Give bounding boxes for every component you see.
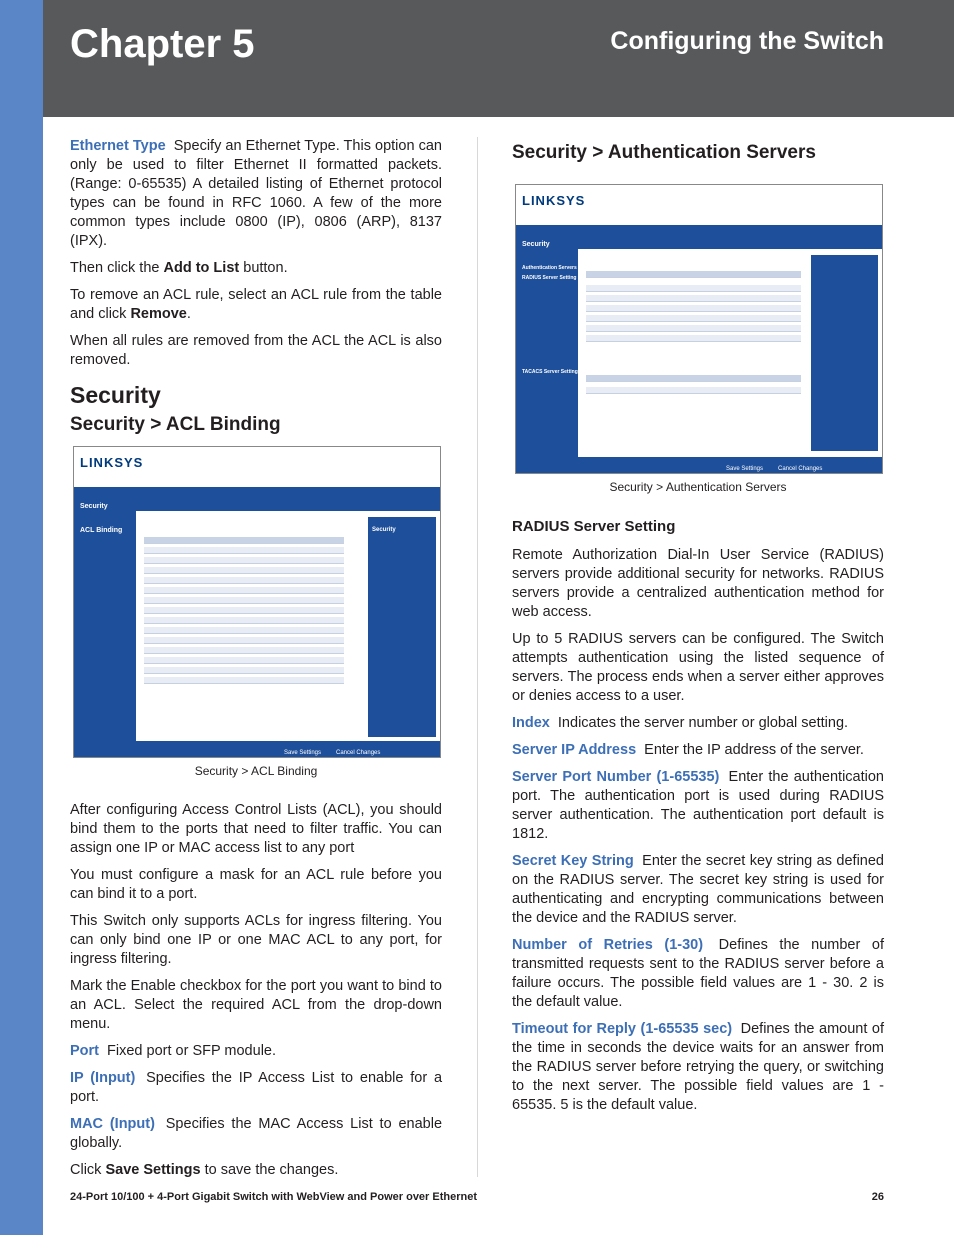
- help-title: Security: [372, 527, 396, 533]
- retries-text: Defines the number of transmitted requests sent to the RADIUS server before a failure occurs. The possible field values are 1 - 30. 2 is the default value.: [512, 937, 885, 1010]
- ethernet-type-paragraph: [70, 137, 442, 251]
- section-title: Configuring the Switch: [610, 27, 884, 55]
- table-row: [144, 657, 344, 664]
- term-mac-input: MAC (Input): [70, 1116, 155, 1132]
- table-row: [586, 325, 801, 332]
- term-index: Index: [512, 715, 550, 731]
- term-retries: Number of Retries (1-30): [512, 937, 704, 953]
- nav-acl-binding-label: ACL Binding: [80, 527, 123, 534]
- right-column: [512, 137, 884, 1123]
- auth-servers-caption: Security > Authentication Servers: [609, 480, 787, 494]
- remove-paragraph: [70, 286, 442, 324]
- all-removed-paragraph: When all rules are removed from the ACL the ACL is also removed.: [70, 333, 442, 368]
- mac-input-paragraph: [70, 1115, 442, 1153]
- table-row: [144, 637, 344, 644]
- server-ip-paragraph: [512, 741, 884, 760]
- help-panel: [811, 255, 878, 451]
- timeout-text: Defines the amount of the time in seconds the device waits for an answer from the RADIUS server before retrying the query, or switching to the next server. The possible field values are 1 - 65535. 5 is the default value.: [512, 1021, 884, 1113]
- table-row: [144, 617, 344, 624]
- acl-binding-caption: Security > ACL Binding: [194, 764, 318, 778]
- term-port: Port: [70, 1043, 99, 1059]
- screenshot-bottombar: [74, 741, 440, 757]
- acl-paragraph-1: After configuring Access Control Lists (ACL), you should bind them to the ports that need to filter traffic. You can assign one IP or MAC access list to any port: [70, 802, 442, 856]
- ip-input-paragraph: [70, 1069, 442, 1107]
- remove-pre: To remove an ACL rule, select an ACL rule from the table and click: [70, 287, 442, 322]
- cancel-changes-button[interactable]: Cancel Changes: [336, 750, 381, 756]
- acl-paragraph-4: Mark the Enable checkbox for the port you want to bind to an ACL. Select the required ACL from the drop-down menu.: [70, 978, 442, 1032]
- radius-table-panel: [582, 255, 808, 451]
- chapter-title: Chapter 5: [70, 22, 255, 66]
- cancel-changes-button[interactable]: Cancel Changes: [778, 466, 823, 472]
- save-settings-button[interactable]: Save Settings: [284, 750, 322, 756]
- table-header-row: [586, 271, 801, 278]
- click-add-pre: Then click the: [70, 260, 160, 276]
- remove-label: Remove: [130, 306, 187, 322]
- index-text: Indicates the server number or global setting.: [557, 715, 849, 731]
- term-ethernet-type: Ethernet Type: [70, 138, 166, 154]
- index-paragraph: [512, 714, 884, 733]
- nav-security-label: Security: [80, 503, 108, 510]
- ethernet-type-text: Specify an Ethernet Type. This option can only be used to filter Ethernet II formatted packets. (Range: 0-65535) A detailed listing of Ethernet protocol types can be found in RFC 1060. A few of the more common types include 0800 (IP), 0806 (ARP), 8137 (IPX).: [70, 138, 442, 249]
- table-row: [144, 547, 344, 554]
- port-text: Fixed port or SFP module.: [107, 1043, 277, 1059]
- table-row: [144, 597, 344, 604]
- radius-paragraph-1: Remote Authorization Dial-In User Service (RADIUS) servers provide additional security for networks. RADIUS servers provide a centralized authentication method for web access.: [512, 547, 884, 620]
- acl-paragraph-3: This Switch only supports ACLs for ingress filtering. You can only bind one IP or one MAC ACL to any port, for ingress filtering.: [70, 913, 442, 967]
- click-add-post: button.: [243, 260, 288, 276]
- left-column: [70, 137, 442, 1188]
- timeout-paragraph: [512, 1020, 884, 1115]
- server-ip-text: Enter the IP address of the server.: [644, 742, 864, 758]
- table-row: [144, 567, 344, 574]
- table-row: [144, 667, 344, 674]
- save-settings-label: Save Settings: [105, 1162, 201, 1178]
- secret-key-paragraph: [512, 852, 884, 928]
- port-paragraph: [70, 1042, 442, 1061]
- table-row: [144, 647, 344, 654]
- table-row: [144, 677, 344, 684]
- term-server-port: Server Port Number (1-65535): [512, 769, 720, 785]
- term-server-ip: Server IP Address: [512, 742, 637, 758]
- table-row: [586, 305, 801, 312]
- left-color-bar: [0, 0, 43, 1235]
- table-row: [144, 587, 344, 594]
- acl-binding-heading: Security > ACL Binding: [70, 414, 281, 435]
- table-row: [586, 315, 801, 322]
- screenshot-bottombar: [516, 457, 882, 473]
- server-port-paragraph: [512, 768, 884, 844]
- help-panel: [368, 517, 436, 737]
- term-secret-key: Secret Key String: [512, 853, 634, 869]
- table-row: [144, 577, 344, 584]
- remove-post: .: [186, 306, 191, 322]
- table-row: [144, 557, 344, 564]
- acl-table-panel: [140, 517, 365, 737]
- retries-paragraph: [512, 936, 884, 1012]
- click-add-paragraph: [70, 259, 442, 278]
- table-row: [144, 607, 344, 614]
- table-row: [144, 627, 344, 634]
- footer-product-name: 24-Port 10/100 + 4-Port Gigabit Switch with WebView and Power over Ethernet: [70, 1191, 478, 1203]
- acl-paragraph-2: You must configure a mask for an ACL rule before you can bind it to a port.: [70, 867, 442, 902]
- screenshot-topbar: [74, 447, 440, 487]
- click-save-post: to save the changes.: [204, 1162, 339, 1178]
- ip-input-text: Specifies the IP Access List to enable for a port.: [70, 1070, 443, 1105]
- term-ip-input: IP (Input): [70, 1070, 136, 1086]
- secret-key-text: Enter the secret key string as defined on the RADIUS server. The secret key string is used for authenticating and encrypting communications between the device and the RADIUS server.: [512, 853, 884, 926]
- security-heading: Security: [70, 382, 161, 408]
- table-row: [586, 285, 801, 292]
- table-header-row: [144, 537, 344, 544]
- linksys-logo: LINKSYS: [522, 193, 586, 208]
- screenshot-topbar: [516, 185, 882, 225]
- save-settings-button[interactable]: Save Settings: [726, 466, 764, 472]
- radius-paragraph-2: Up to 5 RADIUS servers can be configured. The Switch attempts authentication using the listed sequence of servers. The process ends when a server either approves or denies access to a user.: [512, 631, 884, 704]
- mac-input-text: Specifies the MAC Access List to enable globally.: [70, 1116, 443, 1151]
- auth-servers-screenshot: [515, 184, 883, 474]
- auth-servers-heading: Security > Authentication Servers: [512, 142, 816, 163]
- screenshot-leftnav: [516, 225, 578, 473]
- nav-radius-label: RADIUS Server Setting: [522, 275, 577, 281]
- table-row: [586, 295, 801, 302]
- screenshot-leftnav: [74, 487, 136, 757]
- column-divider: [477, 137, 478, 1177]
- table-row: [586, 387, 801, 394]
- add-to-list-label: Add to List: [163, 260, 240, 276]
- nav-tacacs-label: TACACS Server Setting: [522, 369, 578, 375]
- term-timeout: Timeout for Reply (1-65535 sec): [512, 1021, 733, 1037]
- table-row: [586, 335, 801, 342]
- nav-auth-label: Authentication Servers: [522, 265, 577, 271]
- page-number: 26: [871, 1191, 884, 1203]
- click-save-paragraph: [70, 1161, 442, 1180]
- acl-binding-screenshot: [73, 446, 441, 758]
- radius-setting-heading: RADIUS Server Setting: [512, 518, 676, 535]
- click-save-pre: Click: [70, 1162, 102, 1178]
- server-port-text: Enter the authentication port. The authentication port is used during RADIUS server authentication. The authentication port default is 1812.: [512, 769, 884, 842]
- nav-security-label: Security: [522, 241, 550, 248]
- table-header-row: [586, 375, 801, 382]
- linksys-logo: LINKSYS: [80, 455, 144, 470]
